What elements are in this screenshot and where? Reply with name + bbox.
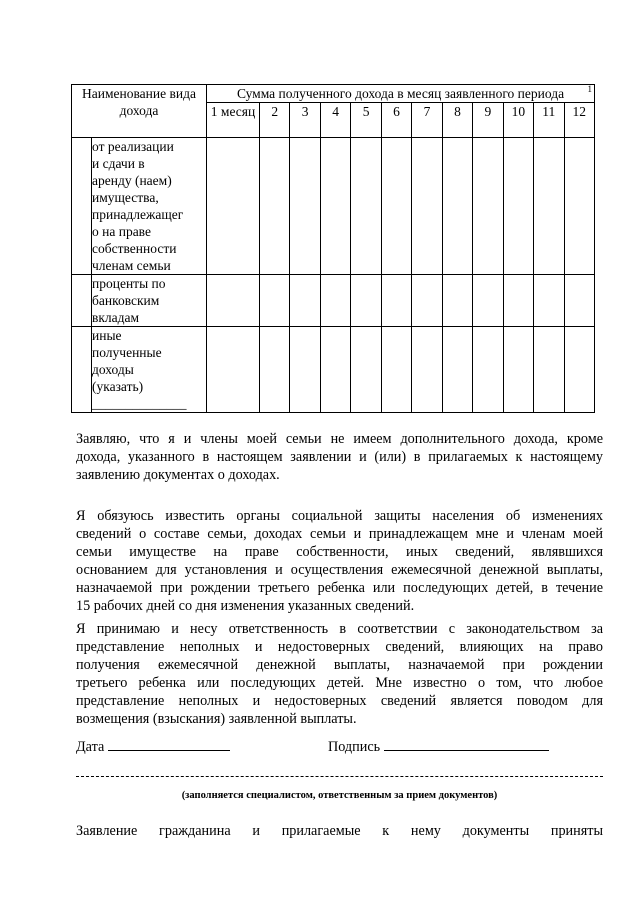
income-amount-cell[interactable]: [351, 138, 381, 275]
income-type-text: банковским: [92, 293, 160, 308]
income-type-text: аренду (наем): [92, 173, 172, 188]
income-type-text: полученные: [92, 345, 162, 360]
date-label: Дата: [76, 739, 105, 755]
month-header-12: 12: [564, 103, 594, 138]
income-amount-cell[interactable]: [534, 327, 564, 413]
income-amount-cell[interactable]: [207, 327, 260, 413]
specialist-note: (заполняется специалистом, ответственным за прием документов): [181, 790, 498, 801]
income-amount-cell[interactable]: [381, 327, 411, 413]
paragraph-line: получения ежемесячной денежной выплаты, назначаемой при рождении: [76, 657, 603, 673]
income-table: [71, 84, 595, 413]
income-amount-cell[interactable]: [412, 138, 442, 275]
income-amount-cell[interactable]: [442, 275, 472, 327]
footnote-mark: 1: [587, 84, 592, 94]
row-number-cell: [72, 138, 92, 275]
income-amount-cell[interactable]: [260, 327, 290, 413]
paragraph-line: дохода, указанного в настоящем заявлении и (или) в прилагаемых к настоящему: [76, 449, 603, 465]
income-amount-cell[interactable]: [207, 138, 260, 275]
income-amount-cell[interactable]: [381, 275, 411, 327]
paragraph-line: Я принимаю и несу ответственность в соответствии с законодательством за: [76, 621, 603, 637]
date-field[interactable]: [76, 737, 230, 756]
month-header-3: 3: [290, 103, 320, 138]
paragraph-line: сведений о составе семьи, доходах семьи и принадлежащем мне и членам моей: [76, 526, 603, 542]
income-amount-cell[interactable]: [412, 275, 442, 327]
income-amount-cell[interactable]: [503, 275, 533, 327]
month-header-4: 4: [320, 103, 350, 138]
income-amount-cell[interactable]: [320, 138, 350, 275]
income-amount-cell[interactable]: [564, 138, 594, 275]
row-number-cell: [72, 275, 92, 327]
signature-row: [76, 737, 603, 755]
paragraph-line: семьи имуществе на праве собственности, иных сведений, являвшихся: [76, 544, 603, 560]
signature-field[interactable]: [328, 737, 549, 756]
month-header-9: 9: [473, 103, 503, 138]
income-table-body: [72, 138, 595, 413]
income-type-text: ______________: [92, 396, 187, 411]
paragraph-line: назначаемой при рождении третьего ребенка или последующих детей, в течение: [76, 580, 603, 596]
paragraph-line: третьего ребенка или последующих детей. Мне известно о том, что любое: [76, 675, 603, 691]
income-type-text: вкладам: [92, 310, 140, 325]
income-amount-cell[interactable]: [442, 327, 472, 413]
paragraph-line: Я обязуюсь известить органы социальной защиты населения об изменениях: [76, 508, 603, 524]
income-amount-cell[interactable]: [473, 138, 503, 275]
month-header-2: 2: [260, 103, 290, 138]
income-type-cell: [92, 327, 207, 413]
income-amount-cell[interactable]: [564, 275, 594, 327]
paragraph-line: представление неполных и недостоверных сведений является поводом для: [76, 693, 603, 709]
signature-blank-line[interactable]: [384, 737, 549, 751]
income-amount-cell[interactable]: [290, 327, 320, 413]
income-amount-cell[interactable]: [207, 275, 260, 327]
income-type-text: доходы: [92, 362, 134, 377]
paragraph-line: 15 рабочих дней со дня изменения указанных сведений.: [76, 598, 415, 614]
responsibility-paragraph: [76, 620, 603, 728]
income-type-text: о на праве: [92, 224, 151, 239]
income-amount-cell[interactable]: [503, 138, 533, 275]
income-type-cell: [92, 138, 207, 275]
income-amount-cell[interactable]: [260, 138, 290, 275]
income-type-header: Наименование вида дохода: [72, 85, 207, 138]
paragraph-line: представление неполных и недостоверных сведений, влияющих на право: [76, 639, 603, 655]
income-amount-cell[interactable]: [260, 275, 290, 327]
income-amount-cell[interactable]: [290, 275, 320, 327]
paragraph-line: возмещения (взыскания) заявленной выплаты.: [76, 711, 357, 727]
table-row: [72, 275, 595, 327]
income-amount-cell[interactable]: [442, 138, 472, 275]
income-amount-cell[interactable]: [473, 327, 503, 413]
row-number-cell: [72, 327, 92, 413]
income-type-text: проценты по: [92, 276, 166, 291]
signature-label: Подпись: [328, 739, 381, 755]
income-type-text: собственности: [92, 241, 177, 256]
declaration-paragraph: [76, 430, 603, 484]
table-row: [72, 138, 595, 275]
income-sum-header-text: Сумма полученного дохода в месяц заявленного периода: [236, 86, 565, 101]
paragraph-line: основанием для установления и осуществления ежемесячной денежной выплаты,: [76, 562, 603, 578]
month-header-11: 11: [534, 103, 564, 138]
month-header-7: 7: [412, 103, 442, 138]
income-type-text: иные: [92, 328, 122, 343]
income-amount-cell[interactable]: [320, 275, 350, 327]
month-header-5: 5: [351, 103, 381, 138]
income-amount-cell[interactable]: [351, 275, 381, 327]
income-type-text: (указать): [92, 379, 144, 394]
income-amount-cell[interactable]: [564, 327, 594, 413]
income-type-cell: [92, 275, 207, 327]
income-sum-header: [207, 85, 595, 103]
income-amount-cell[interactable]: [534, 275, 564, 327]
income-amount-cell[interactable]: [503, 327, 533, 413]
month-header-10: 10: [503, 103, 533, 138]
income-amount-cell[interactable]: [290, 138, 320, 275]
income-amount-cell[interactable]: [412, 327, 442, 413]
obligation-paragraph: [76, 507, 603, 615]
income-type-text: членам семьи: [92, 258, 171, 273]
income-amount-cell[interactable]: [320, 327, 350, 413]
paragraph-line: Заявляю, что я и члены моей семьи не имеем дополнительного дохода, кроме: [76, 431, 603, 447]
table-row: [72, 327, 595, 413]
income-amount-cell[interactable]: [534, 138, 564, 275]
cut-line-divider: [76, 776, 603, 777]
month-header-1: 1 месяц: [207, 103, 260, 138]
paragraph-line: заявлению документах о доходах.: [76, 467, 280, 483]
acceptance-line: Заявление гражданина и прилагаемые к нему документы приняты: [76, 823, 603, 839]
income-type-text: от реализации: [92, 139, 174, 154]
month-header-6: 6: [381, 103, 411, 138]
date-blank-line[interactable]: [108, 737, 230, 751]
income-amount-cell[interactable]: [351, 327, 381, 413]
income-type-text: принадлежащег: [92, 207, 184, 222]
month-header-8: 8: [442, 103, 472, 138]
table-header-row: [72, 85, 595, 103]
income-amount-cell[interactable]: [473, 275, 503, 327]
income-type-text: имущества,: [92, 190, 159, 205]
income-amount-cell[interactable]: [381, 138, 411, 275]
income-type-text: и сдачи в: [92, 156, 145, 171]
